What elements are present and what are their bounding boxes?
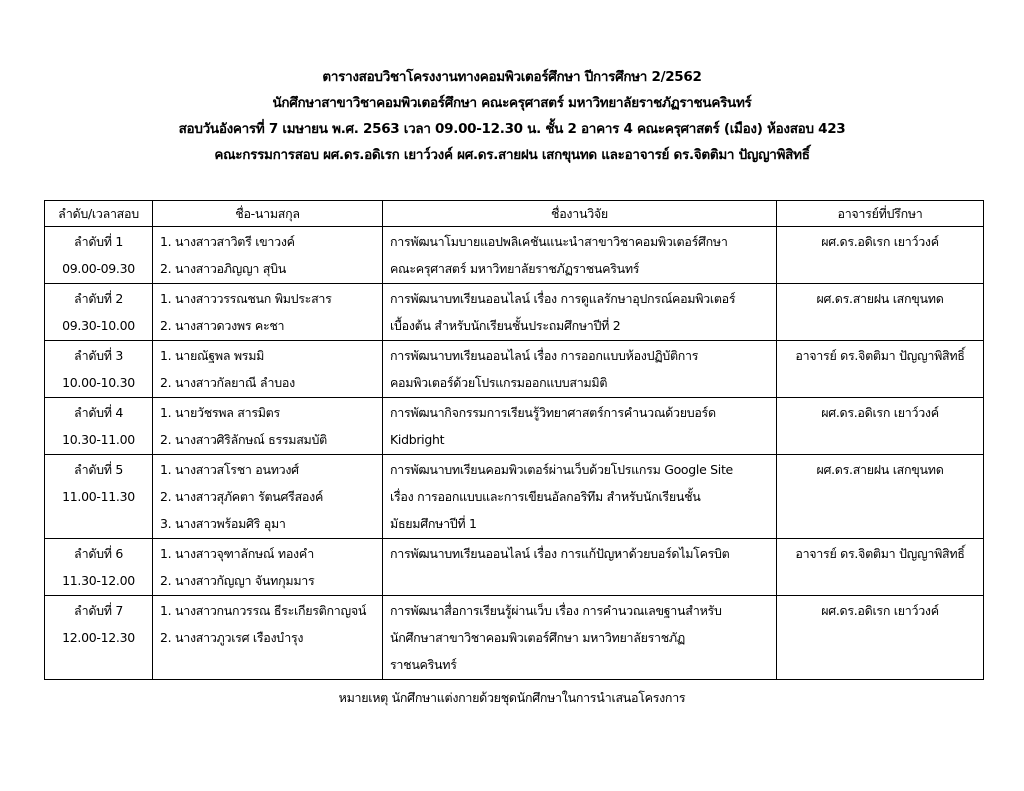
document-header xyxy=(0,64,1024,168)
project-title-line: การพัฒนากิจกรรมการเรียนรู้วิทยาศาสตร์การคำนวณด้วยบอร์ด xyxy=(390,405,716,420)
names-cell xyxy=(153,539,383,596)
project-cell xyxy=(383,539,777,596)
exam-schedule-table xyxy=(44,200,984,680)
table-header-row xyxy=(45,201,984,227)
project-title-line: นักศึกษาสาขาวิชาคอมพิวเตอร์ศึกษา มหาวิทยาลัยราชภัฏ xyxy=(390,630,685,645)
advisor-cell xyxy=(777,539,984,596)
project-title-line: เรื่อง การออกแบบและการเขียนอัลกอริทึม สำหรับนักเรียนชั้น xyxy=(390,489,701,504)
student-name: 2. นางสาวกัลยาณี ลำบอง xyxy=(160,375,295,390)
project-cell xyxy=(383,596,777,680)
slot-time: 11.30-12.00 xyxy=(62,573,135,588)
names-cell xyxy=(153,596,383,680)
committee-line: คณะกรรมการสอบ ผศ.ดร.อดิเรก เยาว์วงค์ ผศ.ดร.สายฝน เสกขุนทด และอาจารย์ ดร.จิตติมา ปัญญาพิสิทธิ์ xyxy=(214,147,810,163)
slot-time: 11.00-11.30 xyxy=(62,489,135,504)
names-cell xyxy=(153,227,383,284)
names-cell xyxy=(153,455,383,539)
slot-time: 09.00-09.30 xyxy=(62,261,135,276)
advisor-cell xyxy=(777,596,984,680)
student-name: 1. นางสาวจุฑาลักษณ์ ทองคำ xyxy=(160,546,314,561)
slot-order: ลำดับที่ 4 xyxy=(73,405,124,420)
project-cell xyxy=(383,227,777,284)
student-name: 2. นางสาวกัญญา จันทกุมมาร xyxy=(160,573,315,588)
advisor-cell xyxy=(777,284,984,341)
project-title-line: เบื้องต้น สำหรับนักเรียนชั้นประถมศึกษาปีที่ 2 xyxy=(390,318,621,333)
student-name: 2. นางสาวอภิญญา สุบิน xyxy=(160,261,286,276)
slot-cell xyxy=(45,227,153,284)
advisor-name: อาจารย์ ดร.จิตติมา ปัญญาพิสิทธิ์ xyxy=(795,348,965,363)
exam-title: ตารางสอบวิชาโครงงานทางคอมพิวเตอร์ศึกษา ปีการศึกษา 2/2562 xyxy=(322,69,702,85)
student-name: 1. นายวัชรพล สารมิตร xyxy=(160,405,280,420)
advisor-name: ผศ.ดร.อดิเรก เยาว์วงค์ xyxy=(821,405,939,420)
slot-cell xyxy=(45,341,153,398)
student-name: 1. นางสาวสาวิตรี เขาวงค์ xyxy=(160,234,295,249)
slot-cell xyxy=(45,455,153,539)
slot-cell xyxy=(45,398,153,455)
project-title-line: คณะครุศาสตร์ มหาวิทยาลัยราชภัฏราชนครินทร์ xyxy=(390,261,640,276)
project-title-line: การพัฒนาสื่อการเรียนรู้ผ่านเว็บ เรื่อง การคำนวณเลขฐานสำหรับ xyxy=(390,603,722,618)
project-cell xyxy=(383,341,777,398)
slot-order: ลำดับที่ 1 xyxy=(73,234,124,249)
student-name: 1. นางสาวสโรชา อนทวงศ์ xyxy=(160,462,299,477)
project-title-line: การพัฒนาบทเรียนออนไลน์ เรื่อง การดูแลรักษาอุปกรณ์คอมพิวเตอร์ xyxy=(390,291,736,306)
slot-order: ลำดับที่ 5 xyxy=(73,462,124,477)
table-row xyxy=(45,284,984,341)
advisor-name: ผศ.ดร.อดิเรก เยาว์วงค์ xyxy=(821,603,939,618)
project-cell xyxy=(383,455,777,539)
names-cell xyxy=(153,398,383,455)
project-title-line: การพัฒนาบทเรียนออนไลน์ เรื่อง การแก้ปัญหาด้วยบอร์ดไมโครบิต xyxy=(390,546,730,561)
table-row xyxy=(45,398,984,455)
slot-order: ลำดับที่ 7 xyxy=(73,603,124,618)
project-title-line: การพัฒนาบทเรียนออนไลน์ เรื่อง การออกแบบห้องปฏิบัติการ xyxy=(390,348,699,363)
slot-order: ลำดับที่ 6 xyxy=(73,546,124,561)
slot-order: ลำดับที่ 3 xyxy=(73,348,124,363)
advisor-name: ผศ.ดร.อดิเรก เยาว์วงค์ xyxy=(821,234,939,249)
slot-time: 10.00-10.30 xyxy=(62,375,135,390)
table-row xyxy=(45,539,984,596)
student-name: 2. นางสาวภูวเรศ เรืองบำรุง xyxy=(160,630,304,645)
student-name: 2. นางสาวศิริลักษณ์ ธรรมสมบัติ xyxy=(160,432,327,447)
project-title-line: คอมพิวเตอร์ด้วยโปรแกรมออกแบบสามมิติ xyxy=(390,375,608,390)
exam-datetime-line: สอบวันอังคารที่ 7 เมษายน พ.ศ. 2563 เวลา 09.00-12.30 น. ชั้น 2 อาคาร 4 คณะครุศาสตร์ (เมือง) ห้องสอบ 423 xyxy=(178,121,846,137)
table-row xyxy=(45,227,984,284)
slot-cell xyxy=(45,596,153,680)
advisor-name: ผศ.ดร.สายฝน เสกขุนทด xyxy=(816,462,944,477)
advisor-cell xyxy=(777,455,984,539)
project-title-line: การพัฒนาโมบายแอปพลิเคชันแนะนำสาขาวิชาคอมพิวเตอร์ศึกษา xyxy=(390,234,728,249)
advisor-cell xyxy=(777,341,984,398)
column-header-slot: ลำดับ/เวลาสอบ xyxy=(45,201,153,227)
names-cell xyxy=(153,341,383,398)
project-cell xyxy=(383,398,777,455)
remark-note: หมายเหตุ นักศึกษาแต่งกายด้วยชุดนักศึกษาในการนำเสนอโครงการ xyxy=(338,690,686,705)
project-title-line: ราชนครินทร์ xyxy=(390,657,457,672)
slot-time: 09.30-10.00 xyxy=(62,318,135,333)
table-row xyxy=(45,341,984,398)
project-cell xyxy=(383,284,777,341)
project-title-line: Kidbright xyxy=(390,432,445,447)
advisor-cell xyxy=(777,227,984,284)
student-name: 2. นางสาวสุภัคตา รัตนศรีสองค์ xyxy=(160,489,324,504)
slot-order: ลำดับที่ 2 xyxy=(73,291,124,306)
student-name: 1. นายณัฐพล พรมมิ xyxy=(160,348,265,363)
table-row xyxy=(45,596,984,680)
slot-cell xyxy=(45,284,153,341)
table-row xyxy=(45,455,984,539)
advisor-name: ผศ.ดร.สายฝน เสกขุนทด xyxy=(816,291,944,306)
project-title-line: มัธยมศึกษาปีที่ 1 xyxy=(390,516,477,531)
column-header-advisor: อาจารย์ที่ปรึกษา xyxy=(777,201,984,227)
slot-time: 12.00-12.30 xyxy=(62,630,135,645)
student-name: 1. นางสาวกนกวรรณ ธีระเกียรติกาญจน์ xyxy=(160,603,367,618)
student-name: 3. นางสาวพร้อมศิริ อุมา xyxy=(160,516,286,531)
student-name: 2. นางสาวดวงพร คะชา xyxy=(160,318,285,333)
program-line: นักศึกษาสาขาวิชาคอมพิวเตอร์ศึกษา คณะครุศาสตร์ มหาวิทยาลัยราชภัฏราชนครินทร์ xyxy=(272,95,752,111)
project-title-line: การพัฒนาบทเรียนคอมพิวเตอร์ผ่านเว็บด้วยโปรแกรม Google Site xyxy=(390,462,733,477)
student-name: 1. นางสาววรรณชนก พิมประสาร xyxy=(160,291,332,306)
slot-time: 10.30-11.00 xyxy=(62,432,135,447)
table-body xyxy=(45,227,984,680)
advisor-cell xyxy=(777,398,984,455)
names-cell xyxy=(153,284,383,341)
slot-cell xyxy=(45,539,153,596)
column-header-project: ชื่องานวิจัย xyxy=(383,201,777,227)
advisor-name: อาจารย์ ดร.จิตติมา ปัญญาพิสิทธิ์ xyxy=(795,546,965,561)
column-header-names: ชื่อ-นามสกุล xyxy=(153,201,383,227)
